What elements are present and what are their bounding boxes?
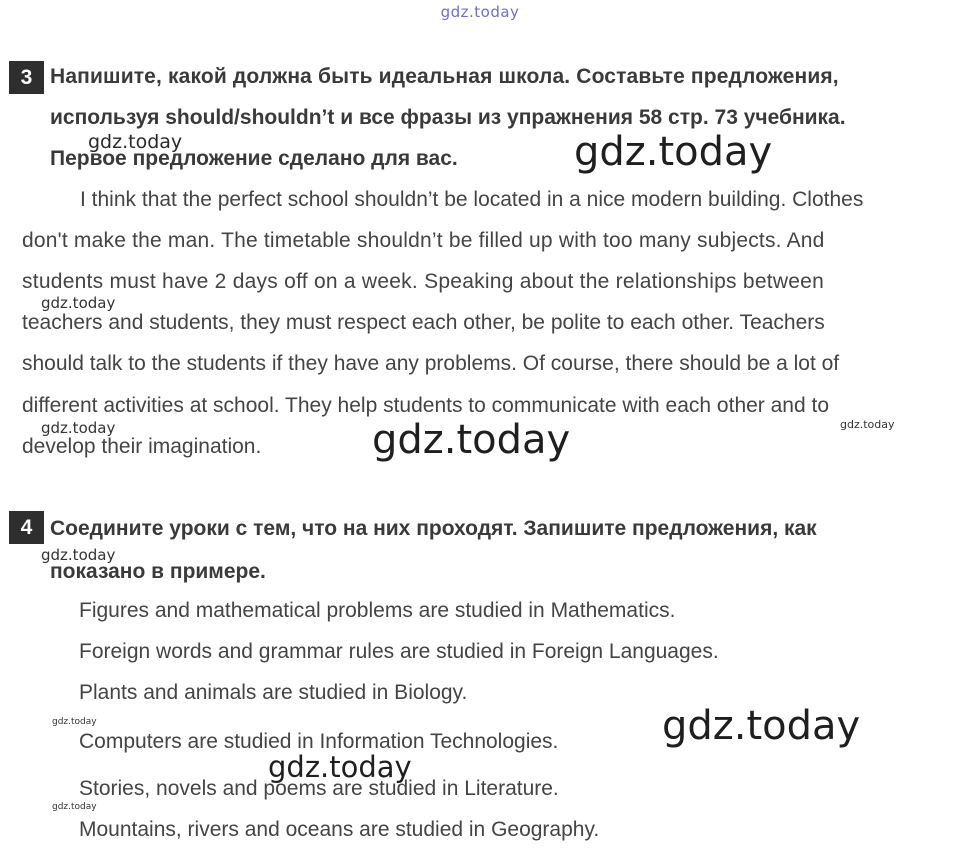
task-4-instruction-line-2: показано в примере. <box>50 560 266 583</box>
task-3-instruction-line-1: Напишите, какой должна быть идеальная школа. Составьте предложения, <box>50 65 839 88</box>
watermark-top: gdz.today <box>440 3 520 21</box>
watermark: gdz.today <box>41 294 116 312</box>
task-3-answer-line-5: should talk to the students if they have any problems. Of course, there should be a lot of <box>22 352 840 375</box>
task-3-number: 3 <box>9 61 44 94</box>
watermark: gdz.today <box>268 750 412 784</box>
watermark: gdz.today <box>574 129 773 175</box>
watermark: gdz.today <box>41 419 116 437</box>
task-4-answer-3: Plants and animals are studied in Biology. <box>79 681 468 704</box>
task-4-answer-6: Mountains, rivers and oceans are studied in Geography. <box>79 818 600 841</box>
task-3-instruction-line-3: Первое предложение сделано для вас. <box>50 147 458 170</box>
task-3-answer-line-6: different activities at school. They help students to communicate with each other and to <box>22 394 830 417</box>
watermark: gdz.today <box>52 802 97 812</box>
watermark: gdz.today <box>662 703 861 749</box>
task-3-answer-line-3: students must have 2 days off on a week. Speaking about the relationships between <box>22 270 825 293</box>
watermark: gdz.today <box>840 418 895 431</box>
watermark: gdz.today <box>88 131 183 153</box>
task-3-answer-line-1: I think that the perfect school shouldn’t be located in a nice modern building. Clothes <box>80 188 864 211</box>
task-3-answer-line-7: develop their imagination. <box>22 435 262 458</box>
task-4-answer-2: Foreign words and grammar rules are studied in Foreign Languages. <box>79 640 719 663</box>
watermark: gdz.today <box>41 546 116 564</box>
task-3-instruction-line-2: используя should/shouldn’t и все фразы из упражнения 58 стр. 73 учебника. <box>50 106 846 129</box>
task-4-number: 4 <box>9 511 44 544</box>
task-4-answer-4: Computers are studied in Information Technologies. <box>79 730 559 753</box>
task-4-answer-1: Figures and mathematical problems are studied in Mathematics. <box>79 599 676 622</box>
task-3-answer-line-4: teachers and students, they must respect each other, be polite to each other. Teachers <box>22 311 825 334</box>
task-4-answer-5: Stories, novels and poems are studied in Literature. <box>79 777 559 800</box>
task-3-answer-line-2: don't make the man. The timetable shouldn’t be filled up with too many subjects. And <box>22 229 825 252</box>
watermark: gdz.today <box>52 717 97 727</box>
task-4-instruction-line-1: Соедините уроки с тем, что на них проходят. Запишите предложения, как <box>50 517 817 540</box>
watermark: gdz.today <box>372 417 571 463</box>
